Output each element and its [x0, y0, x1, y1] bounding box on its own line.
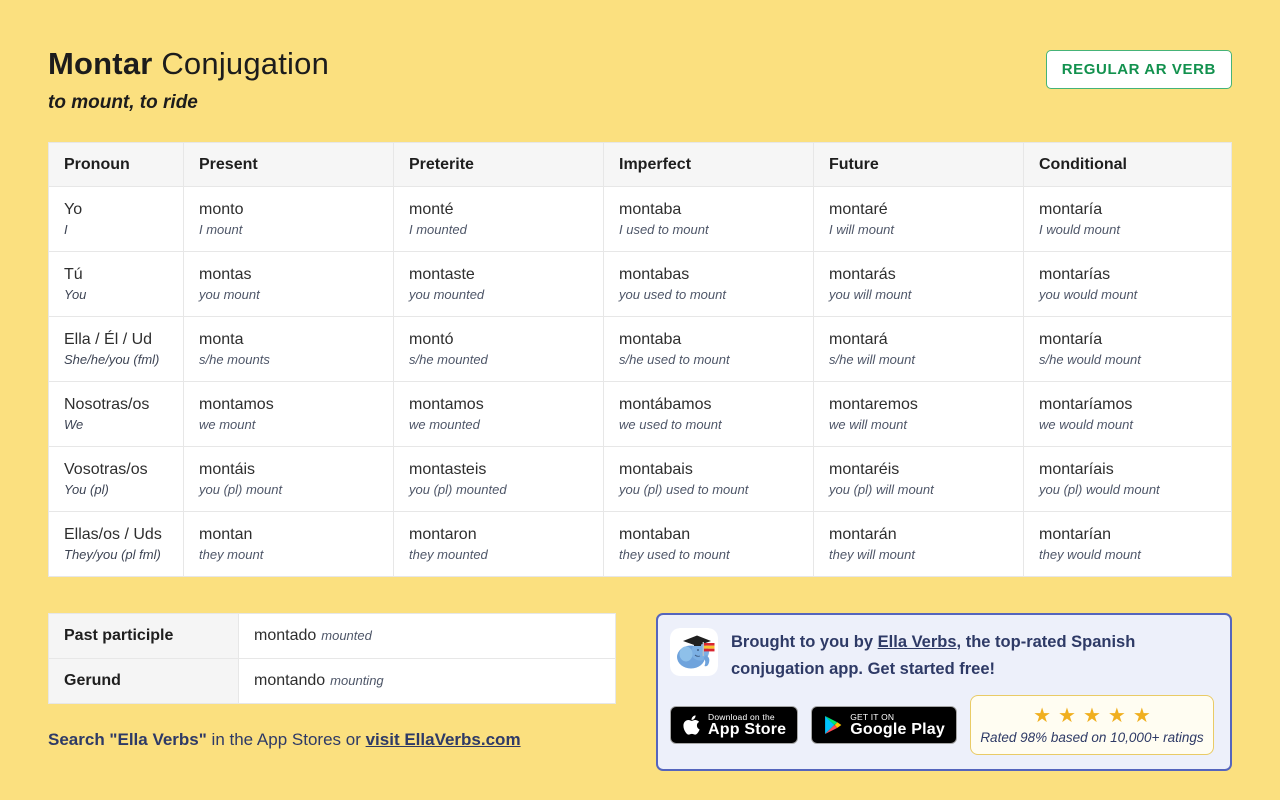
verb-text: montabas	[619, 266, 690, 283]
pronoun-cell	[49, 447, 184, 512]
pronoun-note: She/he/you (fml)	[64, 352, 160, 367]
gerund-row	[49, 659, 616, 704]
verb-translation: you would mount	[1039, 287, 1138, 302]
verb-text: montarás	[829, 266, 896, 283]
verb-translation: s/he will mount	[829, 352, 915, 367]
ella-verbs-app-icon	[670, 628, 718, 676]
verb-translation: s/he mounts	[199, 352, 270, 367]
col-header-future: Future	[814, 143, 1024, 187]
pronoun-cell	[49, 252, 184, 317]
verb-translation: I will mount	[829, 222, 895, 237]
table-row	[49, 317, 1232, 382]
col-header-pronoun: Pronoun	[49, 143, 184, 187]
verb-text: montaríais	[1039, 461, 1114, 478]
conjugation-cell	[1024, 317, 1232, 382]
conjugation-cell	[184, 187, 394, 252]
conjugation-cell	[814, 252, 1024, 317]
verb-translation: I mount	[199, 222, 243, 237]
conjugation-cell	[1024, 252, 1232, 317]
conjugation-cell	[394, 187, 604, 252]
promo-box	[656, 613, 1232, 771]
ella-verbs-link[interactable]: Ella Verbs	[877, 633, 957, 651]
conjugation-cell	[814, 512, 1024, 577]
badge-small-text: Download on the	[708, 711, 775, 722]
conjugation-cell	[394, 382, 604, 447]
pronoun-note: We	[64, 417, 84, 432]
verb-text: montarían	[1039, 526, 1112, 543]
verb-text: montado	[254, 627, 317, 644]
verb-text: montamos	[199, 396, 274, 413]
verb-translation: you (pl) would mount	[1039, 482, 1160, 497]
verb-translation: you (pl) mounted	[409, 482, 507, 497]
col-header-imperfect: Imperfect	[604, 143, 814, 187]
verb-translation: I mounted	[409, 222, 467, 237]
verb-translation: s/he used to mount	[619, 352, 730, 367]
gerund-label: Gerund	[49, 659, 239, 704]
conjugation-cell	[184, 252, 394, 317]
gerund-value	[239, 659, 616, 704]
verb-text: montaría	[1039, 201, 1103, 218]
pronoun-note: They/you (pl fml)	[64, 547, 161, 562]
promo-text-after: , the top-rated Spanish conjugation app. Get started free!	[731, 633, 1136, 679]
verb-translation: you used to mount	[619, 287, 726, 302]
col-header-conditional: Conditional	[1024, 143, 1232, 187]
conjugation-cell	[604, 317, 814, 382]
verb-translation: you (pl) mount	[199, 482, 283, 497]
conjugation-cell	[814, 382, 1024, 447]
pronoun-cell	[49, 187, 184, 252]
conjugation-cell	[1024, 447, 1232, 512]
pronoun-note: I	[64, 222, 68, 237]
pronoun-cell	[49, 317, 184, 382]
pronoun-cell	[49, 382, 184, 447]
pronoun-note: You (pl)	[64, 482, 109, 497]
verb-text: montando	[254, 672, 326, 689]
verb-text: montaríamos	[1039, 396, 1133, 413]
pronoun-text: Tú	[64, 266, 83, 283]
verb-translation: I used to mount	[619, 222, 709, 237]
badge-small-text: GET IT ON	[850, 711, 895, 722]
conjugation-cell	[184, 382, 394, 447]
past-participle-label: Past participle	[49, 614, 239, 659]
badge-big-text: Google Play	[850, 720, 945, 738]
verb-text: montaré	[829, 201, 888, 218]
verb-text: montan	[199, 526, 253, 543]
verb-translation: you (pl) will mount	[829, 482, 934, 497]
conjugation-cell	[814, 447, 1024, 512]
verb-translation: we mount	[199, 417, 256, 432]
conjugation-cell	[394, 447, 604, 512]
verb-translation: they mounted	[409, 547, 488, 562]
verb-translation: they mount	[199, 547, 264, 562]
table-header-row	[49, 143, 1232, 187]
ellaverbs-link[interactable]: visit EllaVerbs.com	[365, 730, 521, 749]
verb-text: monté	[409, 201, 454, 218]
verb-text: montaste	[409, 266, 475, 283]
pronoun-text: Ellas/os / Uds	[64, 526, 162, 543]
verb-translation: s/he mounted	[409, 352, 488, 367]
verb-translation: you mount	[199, 287, 260, 302]
verb-text: monta	[199, 331, 244, 348]
verb-translation: we would mount	[1039, 417, 1133, 432]
verb-translation: they would mount	[1039, 547, 1141, 562]
table-row	[49, 252, 1232, 317]
verb-translation: we used to mount	[619, 417, 722, 432]
bottom-right	[656, 613, 1232, 771]
verb-text: montará	[829, 331, 888, 348]
conjugation-cell	[814, 187, 1024, 252]
pronoun-text: Vosotras/os	[64, 461, 148, 478]
rating-box	[970, 695, 1214, 755]
conjugation-cell	[394, 317, 604, 382]
page	[0, 46, 1280, 771]
verb-text: montamos	[409, 396, 484, 413]
app-store-badge[interactable]	[670, 706, 798, 744]
verb-text: montabais	[619, 461, 693, 478]
title-rest: Conjugation	[152, 46, 330, 81]
google-play-badge[interactable]	[811, 706, 957, 744]
pronoun-note: You	[64, 287, 87, 302]
table-row	[49, 382, 1232, 447]
verb-text: montaron	[409, 526, 477, 543]
promo-top	[670, 628, 1214, 683]
conjugation-cell	[184, 512, 394, 577]
pronoun-cell	[49, 512, 184, 577]
pronoun-text: Yo	[64, 201, 83, 218]
verb-translation: we mounted	[409, 417, 480, 432]
conjugation-cell	[604, 382, 814, 447]
badge-big-text: App Store	[708, 720, 787, 738]
conjugation-cell	[394, 252, 604, 317]
verb-translation: they will mount	[829, 547, 915, 562]
verb-text: monto	[199, 201, 244, 218]
verb-text: montaban	[619, 526, 691, 543]
bottom-section	[48, 613, 1232, 771]
verb-text: montaría	[1039, 331, 1103, 348]
verb-translation: mounting	[330, 673, 384, 688]
search-line-bold: Search "Ella Verbs"	[48, 730, 207, 749]
google-play-badge-text	[850, 713, 945, 739]
header	[48, 46, 1232, 114]
conjugation-cell	[184, 317, 394, 382]
conjugation-cell	[604, 512, 814, 577]
verb-translation: mounted	[321, 628, 372, 643]
pronoun-text: Nosotras/os	[64, 396, 150, 413]
conjugation-cell	[814, 317, 1024, 382]
extras-table	[48, 613, 616, 704]
promo-text-before: Brought to you by	[731, 633, 878, 651]
conjugation-cell	[1024, 382, 1232, 447]
verb-name: Montar	[48, 46, 153, 81]
verb-translation: s/he would mount	[1039, 352, 1141, 367]
past-participle-row	[49, 614, 616, 659]
bottom-left	[48, 613, 616, 750]
promo-text	[731, 628, 1214, 683]
verb-translation: you will mount	[829, 287, 912, 302]
conjugation-cell	[184, 447, 394, 512]
apple-icon	[682, 714, 701, 736]
verb-text: montarías	[1039, 266, 1111, 283]
verb-text: montó	[409, 331, 454, 348]
conjugation-table	[48, 142, 1232, 577]
verb-text: montáis	[199, 461, 256, 478]
verb-text: montábamos	[619, 396, 712, 413]
table-row	[49, 512, 1232, 577]
verb-text: montasteis	[409, 461, 487, 478]
footer-search-line	[48, 730, 616, 750]
verb-translation: you mounted	[409, 287, 485, 302]
verb-type-badge[interactable]: REGULAR AR VERB	[1046, 50, 1232, 89]
verb-translation-subtitle: to mount, to ride	[48, 92, 198, 113]
app-store-badge-text	[708, 713, 786, 739]
past-participle-value	[239, 614, 616, 659]
verb-text: montaba	[619, 331, 682, 348]
five-stars-icon: ★★★★★	[1033, 704, 1158, 727]
pronoun-text: Ella / Él / Ud	[64, 331, 153, 348]
verb-text: montaréis	[829, 461, 900, 478]
table-row	[49, 187, 1232, 252]
search-line-mid: in the App Stores or	[206, 730, 366, 749]
conjugation-cell	[1024, 187, 1232, 252]
verb-translation: you (pl) used to mount	[619, 482, 749, 497]
verb-text: montas	[199, 266, 252, 283]
table-row	[49, 447, 1232, 512]
verb-translation: they used to mount	[619, 547, 730, 562]
google-play-icon	[823, 714, 843, 736]
conjugation-cell	[604, 187, 814, 252]
conjugation-cell	[604, 447, 814, 512]
promo-bottom	[670, 695, 1214, 755]
rating-text: Rated 98% based on 10,000+ ratings	[980, 729, 1204, 745]
col-header-preterite: Preterite	[394, 143, 604, 187]
verb-text: montarán	[829, 526, 897, 543]
conjugation-cell	[394, 512, 604, 577]
col-header-present: Present	[184, 143, 394, 187]
verb-translation: I would mount	[1039, 222, 1120, 237]
verb-text: montaba	[619, 201, 682, 218]
elephant-icon	[670, 628, 718, 676]
verb-text: montaremos	[829, 396, 918, 413]
conjugation-cell	[604, 252, 814, 317]
verb-translation: we will mount	[829, 417, 908, 432]
conjugation-cell	[1024, 512, 1232, 577]
